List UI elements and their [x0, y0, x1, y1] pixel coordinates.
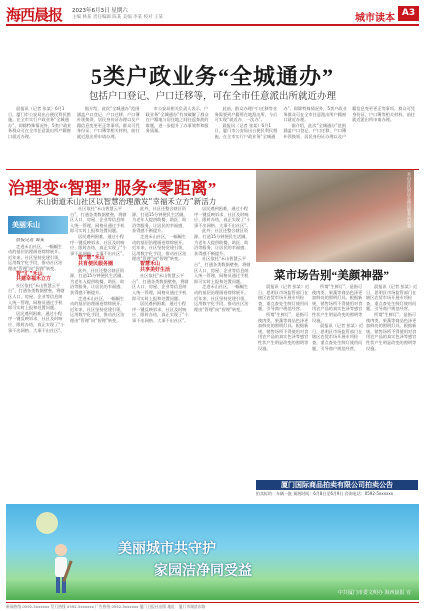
second-story-title: 治理变“智理” 服务“零距离”	[8, 179, 217, 198]
story-paragraph: 走进禾山社区，一幅幅生动的基层治理画卷徐徐展开。近年来，社区坚持党建引领，运用数字化手段，推动社区治理由“管理”向“智理”转变。	[194, 284, 249, 312]
auction-notice-body: 拍卖标的：车辆一批 预展时间：6月8日至6月9日 咨询电话：0592-5xxxxxx	[256, 491, 394, 496]
lead-paragraph: 晨报讯（记者 张某）6月1日，厦门市公安局出台便民利民措施，在全市实行户政业务“全城通办”，即除特殊情况外，5类户政业务群众可在全市任意派出所户籍窗口就近办理。	[214, 106, 347, 139]
story-paragraph: 居民遇到困难，通过小程序一键反映诉求，社区及时响应、限时办结，真正实现了“小事不出网格、大事不出社区”。	[194, 206, 251, 228]
third-story-column-2	[312, 284, 364, 476]
story-paragraph: 此外，社区还整合辖区资源，打造15分钟便民生活圈，为老年人提供助餐、助医、助浴等服务，让居民的幸福感、获得感不断提升。	[194, 228, 250, 256]
story-paragraph: 所谓“生鲜灯”，是指可使肉类、果蔬等商品色泽更加鲜亮的照明灯具。根据新规，销售场所不得使用对食用农产品的真实色泽等感官性状产生明显改变的照明等设施。	[366, 311, 417, 351]
lead-body	[8, 106, 417, 166]
story-paragraph: 居民遇到困难，通过小程序一键反映诉求，社区及时响应、限时办结，真正实现了“小事不出网格、大事不出社区”。	[8, 310, 65, 333]
story-paragraph: 此外，社区还整合辖区资源，打造15分钟便民生活圈，为老年人提供助餐、助医、助浴等服务，让居民的幸福感、获得感不断提升。	[70, 267, 126, 295]
second-story-subtitle: 禾山街道禾山社区以智慧治理激发“幸福禾立方”新活力	[36, 197, 217, 206]
story-paragraph: 所谓“生鲜灯”，是指可使肉类、果蔬等商品色泽更加鲜亮的照明灯具。根据新规，销售场所不得使用对食用农产品的真实色泽等感官性状产生明显改变的照明等设施。	[312, 284, 363, 323]
story-paragraph: 所谓“生鲜灯”，是指可使肉类、果蔬等商品色泽更加鲜亮的照明灯具。根据新规，销售场所不得使用对食用农产品的真实色泽等感官性状产生明显改变的照明等设施。	[258, 311, 309, 351]
newspaper-logo: 海西晨报	[6, 6, 63, 24]
banner-slogan-line-1: 美丽城市共守护	[118, 541, 216, 557]
story-paragraph: 走进禾山社区，一幅幅生动的基层治理画卷徐徐展开。近年来，社区坚持党建引领，运用数字化手段，推动社区治理由“管理”向“智理”转变。	[70, 295, 125, 323]
issue-date: 2023年6月3日 星期六	[72, 8, 128, 14]
lead-paragraph: 据介绍，此次“全城通办”范围涵盖户口登记、户口迁移、户口簿补领换领、居民身份证办理以及户籍信息变更更正等事项。群众可凭身份证、户口簿等相关材料，前往就近派出所申请办理。	[283, 106, 415, 139]
byline: 晨报记者 谭某	[16, 238, 45, 243]
story-paragraph: 社区依托“禾山智慧云平台”，打通各类数据壁垒，将辖区人口、房屋、企业等信息纳入统一管理，网格员通过手机即可实时上报和处置问题。	[194, 256, 251, 284]
story-paragraph: 居民遇到困难，通过小程序一键反映诉求，社区及时响应、限时办结，真正实现了“小事不出网格、大事不出社区”。	[70, 233, 127, 256]
second-story-column-2	[70, 206, 128, 496]
banner-credit: 中共厦门市委文明办 海西晨报 宣	[337, 590, 411, 596]
page-number: A3	[398, 6, 419, 21]
story-paragraph: 社区依托“禾山智慧云平台”，打通各类数据壁垒，将辖区人口、房屋、企业等信息纳入统一管理，网格员通过手机即可实时上报和处置问题。	[8, 282, 65, 311]
subheading: 智“汇”禾山	[16, 270, 43, 277]
third-story-title: 菜市场告别“美颜神器”	[274, 270, 389, 282]
story-paragraph: 走进禾山社区，一幅幅生动的基层治理画卷徐徐展开。近年来，社区坚持党建引领，运用数字化手段，推动社区治理由“管理”向“智理”转变。	[132, 233, 187, 262]
third-story-column-1	[258, 284, 310, 476]
story-paragraph: 社区依托“禾山智慧云平台”，打通各类数据壁垒，将辖区人口、房屋、企业等信息纳入统一管理，网格员通过手机即可实时上报和处置问题。	[132, 273, 189, 301]
third-story-column-3	[366, 284, 418, 476]
auction-notice-title: 厦门国际商品拍卖有限公司拍卖公告	[256, 480, 418, 490]
section-title: 城市读本	[355, 13, 395, 24]
second-story-column-3	[132, 206, 190, 496]
public-service-banner	[6, 504, 419, 600]
subheading: 共建幸福禾立方	[16, 276, 52, 283]
subheading: 共享美好生活	[140, 266, 171, 273]
column-tag-banner: 美丽禾山	[8, 216, 68, 234]
lead-paragraph: 晨报讯（记者 张某）6月1日，厦门市公安局出台便民利民措施，在全市实行户政业务“全城通办”，即除特殊情况外，5类户政业务群众可在全市任意派出所户籍窗口就近办理。	[8, 106, 72, 139]
child-illustration-icon	[46, 542, 76, 596]
second-story-column-1	[8, 238, 66, 496]
subheading: 智“慧”禾山	[78, 255, 105, 262]
story-paragraph: 晨报讯（记者 彭某）近日，思明区市场监管部门在辖区农贸市场开展专项检查，重点查处生鲜灯使用问题，引导商户规范经营。	[366, 284, 418, 312]
story-paragraph: 社区依托“禾山智慧云平台”，打通各类数据壁垒，将辖区人口、房屋、企业等信息纳入统一管理，网格员通过手机即可实时上报和处置问题。	[70, 206, 127, 234]
sun-icon	[36, 512, 58, 534]
story-paragraph: 晨报讯（记者 彭某）近日，思明区市场监管部门在辖区农贸市场开展专项检查，重点查处生鲜灯使用问题，引导商户规范经营。	[258, 284, 310, 312]
editor-credits: 主编 林某 责任编辑 陈某 美编 李某 校对 王某	[72, 15, 164, 20]
page-footer: 新闻热线 0592-5xxxxxx 发行热线 0592-5xxxxxx 广告热线 0592-5xxxxxx 厦门日报社出版 地址：厦门市湖滨东路	[6, 602, 419, 610]
subheading: 智慧禾山	[140, 260, 161, 267]
story-paragraph: 晨报讯（记者 彭某）近日，思明区市场监管部门在辖区农贸市场开展专项检查，重点查处生鲜灯使用问题，引导商户规范经营。	[312, 323, 364, 351]
story-paragraph: 此外，社区还整合辖区资源，打造15分钟便民生活圈，为老年人提供助餐、助医、助浴等服务，让居民的幸福感、获得感不断提升。	[132, 206, 188, 234]
lead-headline: 5类户政业务“全城通办”	[90, 64, 334, 89]
lead-paragraph: 此前，群众办理户口迁移等业务需要到户籍所在地派出所，今后可实现“就近办、一次办”。	[214, 106, 278, 123]
second-story-column-4	[194, 206, 252, 496]
story-paragraph: 居民遇到困难，通过小程序一键反映诉求，社区及时响应、限时办结，真正实现了“小事不出网格、大事不出社区”。	[132, 301, 189, 323]
lead-subhead: 包括户口登记、户口迁移等，可在全市任意派出所就近办理	[88, 91, 336, 102]
banner-slogan-line-2: 家园洁净同受益	[154, 563, 252, 579]
lead-paragraph: 市公安局相关负责人表示，户政业务“全城通办”有效破解了群众在户籍地与居住地之间往返奔波的难题，进一步提升了办事效率和服务质量。	[145, 106, 209, 134]
lead-paragraph: 据介绍，此次“全城通办”范围涵盖户口登记、户口迁移、户口簿补领换领、居民身份证办理以及户籍信息变更更正等事项。群众可凭身份证、户口簿等相关材料，前往就近派出所申请办理。	[76, 106, 140, 139]
subheading: 共育便民服务圈	[78, 260, 114, 267]
photo-caption: 禾山社区居民在便民服务站办事	[407, 172, 412, 228]
masthead	[6, 4, 419, 26]
story-paragraph: 走进禾山社区，一幅幅生动的基层治理画卷徐徐展开。近年来，社区坚持党建引领，运用数字化手段，推动社区治理由“管理”向“智理”转变。	[8, 243, 63, 271]
market-photo	[256, 170, 414, 262]
